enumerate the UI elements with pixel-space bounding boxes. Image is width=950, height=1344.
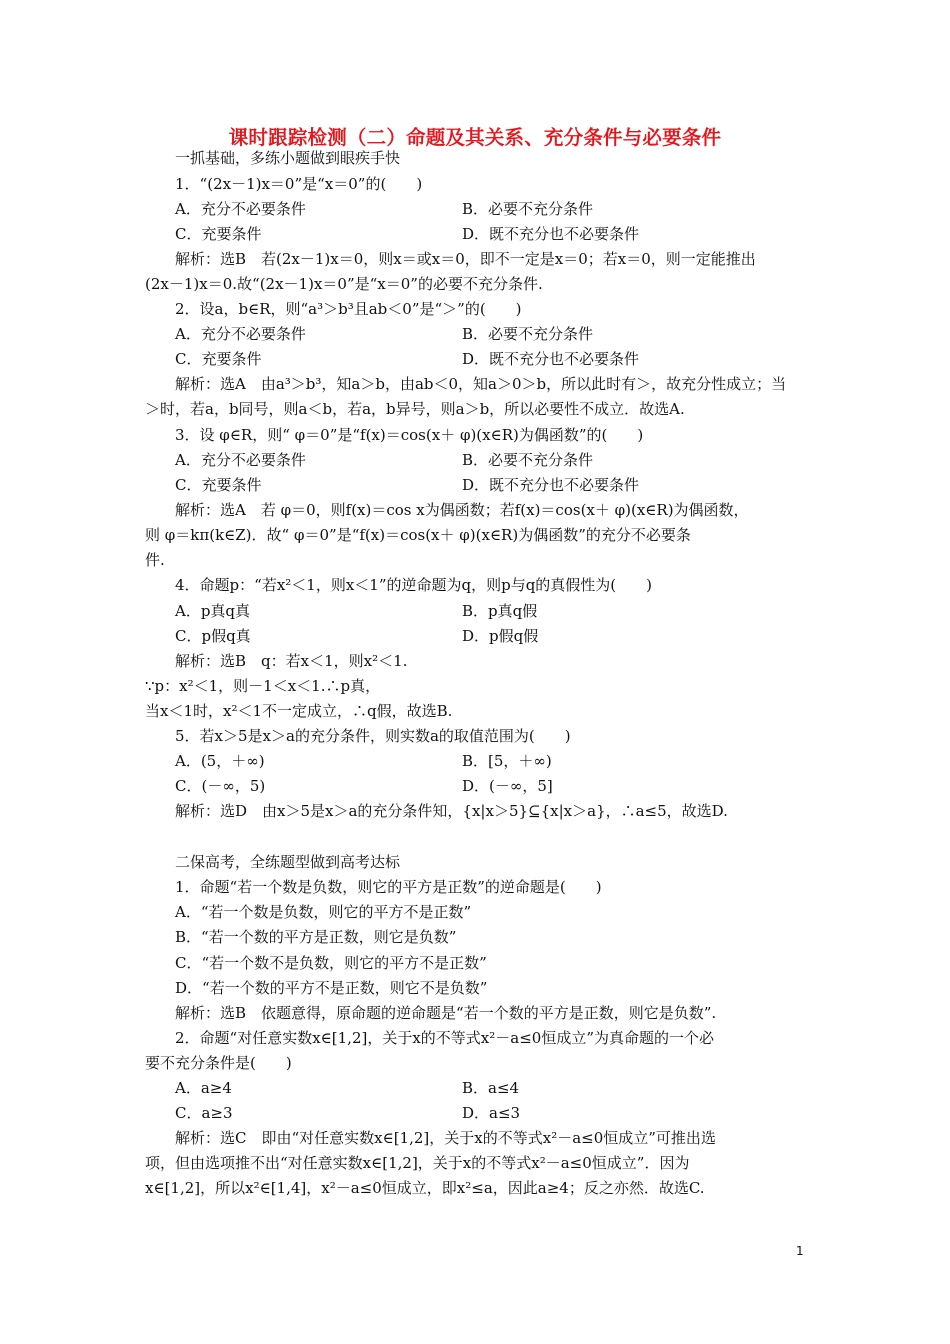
exam-question-1-option-c: C．“若一个数不是负数，则它的平方不是正数” [175,954,487,972]
exam-question-1-solution: 解析：选B 依题意得，原命题的逆命题是“若一个数的平方是正数，则它是负数”. [175,1004,717,1022]
question-1-option-d: D．既不充分也不必要条件 [462,225,640,243]
question-1-option-b: B．必要不充分条件 [462,200,594,218]
question-3-option-c: C．充要条件 [175,476,262,494]
question-4-option-d: D．p假q假 [462,627,539,645]
question-1-solution: 解析：选B 若(2x－1)x＝0，则x＝或x＝0，即不一定是x＝0；若x＝0，则一定能推出 [175,250,756,268]
question-1-stem: 1．“(2x－1)x＝0”是“x＝0”的( ) [175,175,423,193]
exam-question-2-solution-cont: 项，但由选项推不出“对任意实数x∈[1,2]，关于x的不等式x²－a≤0恒成立”．因为 [145,1154,690,1172]
question-2-option-c: C．充要条件 [175,350,262,368]
exam-question-2-option-d: D．a≤3 [462,1104,521,1122]
question-3-solution-end: 件. [145,551,165,569]
question-4-solution-end: 当x＜1时，x²＜1不一定成立，∴q假，故选B. [145,702,453,720]
question-1-option-c: C．充要条件 [175,225,262,243]
exam-question-2-stem: 2．命题“对任意实数x∈[1,2]，关于x的不等式x²－a≤0恒成立”为真命题的一个必 [175,1029,714,1047]
question-3-solution-cont: 则 φ＝kπ(k∈Z)．故“ φ＝0”是“f(x)＝cos(x＋ φ)(x∈R)为偶函数”的充分不必要条 [145,526,691,544]
question-2-solution: 解析：选A 由a³＞b³，知a＞b，由ab＜0，知a＞0＞b，所以此时有＞，故充分性成立；当 [175,375,787,393]
question-5-option-d: D．(－∞，5] [462,777,553,795]
question-1-option-a: A．充分不必要条件 [175,200,306,218]
question-1-solution-cont: (2x－1)x＝0.故“(2x－1)x＝0”是“x＝0”的必要不充分条件. [145,275,543,293]
exam-question-1-option-b: B．“若一个数的平方是正数，则它是负数” [175,928,457,946]
exam-question-2-option-b: B．a≤4 [462,1079,520,1097]
question-3-option-b: B．必要不充分条件 [462,451,594,469]
question-4-solution: 解析：选B q：若x＜1，则x²＜1. [175,652,408,670]
page-number: 1 [796,1244,804,1258]
question-4-option-c: C．p假q真 [175,627,251,645]
question-2-option-d: D．既不充分也不必要条件 [462,350,640,368]
exam-question-2-stem-cont: 要不充分条件是( ) [145,1054,292,1072]
exam-question-2-solution: 解析：选C 即由“对任意实数x∈[1,2]，关于x的不等式x²－a≤0恒成立”可推出选 [175,1129,716,1147]
section-heading-basics: 一抓基础，多练小题做到眼疾手快 [175,149,401,167]
question-5-stem: 5．若x＞5是x＞a的充分条件，则实数a的取值范围为( ) [175,727,571,745]
question-3-stem: 3．设 φ∈R，则“ φ＝0”是“f(x)＝cos(x＋ φ)(x∈R)为偶函数”的( ) [175,426,644,444]
exam-question-2-option-c: C．a≥3 [175,1104,233,1122]
question-3-option-a: A．充分不必要条件 [175,451,306,469]
question-3-solution: 解析：选A 若 φ＝0，则f(x)＝cos x为偶函数；若f(x)＝cos(x＋ φ)(x∈R)为偶函数， [175,501,749,519]
question-2-option-a: A．充分不必要条件 [175,325,306,343]
exam-question-1-stem: 1．命题“若一个数是负数，则它的平方是正数”的逆命题是( ) [175,878,602,896]
question-5-option-a: A．(5，＋∞) [175,752,265,770]
page-title: 课时跟踪检测（二）命题及其关系、充分条件与必要条件 [228,126,722,149]
question-2-stem: 2．设a，b∈R，则“a³＞b³且ab＜0”是“＞”的( ) [175,300,522,318]
question-2-option-b: B．必要不充分条件 [462,325,594,343]
question-3-option-d: D．既不充分也不必要条件 [462,476,640,494]
question-4-option-b: B．p真q假 [462,602,538,620]
question-4-stem: 4．命题p：“若x²＜1，则x＜1”的逆命题为q，则p与q的真假性为( ) [175,576,653,594]
exam-question-1-option-d: D．“若一个数的平方不是正数，则它不是负数” [175,979,488,997]
section-heading-exam: 二保高考，全练题型做到高考达标 [175,853,401,871]
question-4-option-a: A．p真q真 [175,602,251,620]
exam-question-2-solution-end: x∈[1,2]，所以x²∈[1,4]，x²－a≤0恒成立，即x²≤a，因此a≥4；反之亦然．故选C. [145,1179,705,1197]
question-5-option-b: B．[5，＋∞) [462,752,552,770]
exam-question-2-option-a: A．a≥4 [175,1079,232,1097]
question-2-solution-cont: ＞时，若a，b同号，则a＜b，若a，b异号，则a＞b，所以必要性不成立．故选A. [145,400,685,418]
question-5-option-c: C．(－∞，5) [175,777,266,795]
exam-question-1-option-a: A．“若一个数是负数，则它的平方不是正数” [175,903,472,921]
question-4-solution-cont: ∵p：x²＜1，则－1＜x＜1.∴p真， [145,677,381,695]
question-5-solution: 解析：选D 由x＞5是x＞a的充分条件知，{x|x＞5}⊆{x|x＞a}，∴a≤5，故选D. [175,802,728,820]
